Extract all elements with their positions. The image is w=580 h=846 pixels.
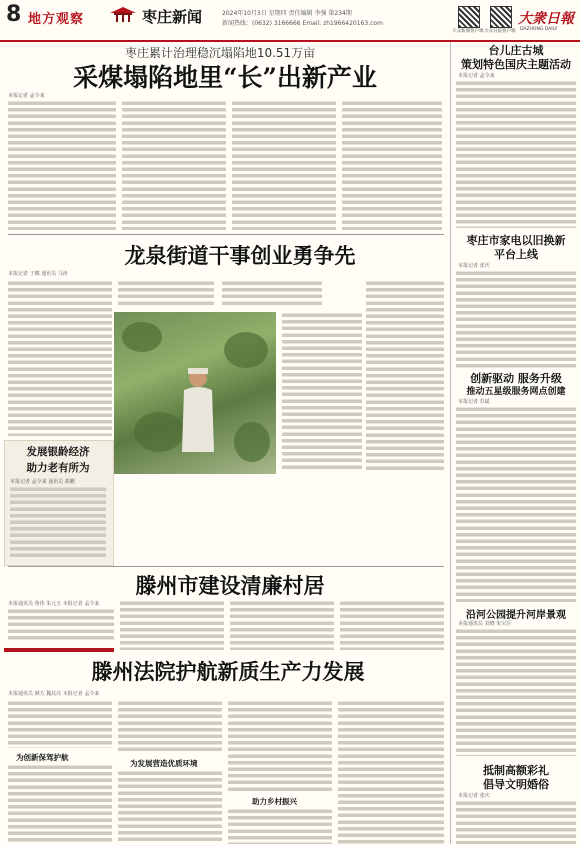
text-column — [120, 600, 224, 650]
story4-headline: 滕州法院护航新质生产力发展 — [91, 659, 365, 684]
logo-subtitle: DAZHONG DAILY — [520, 27, 558, 32]
text-column — [118, 770, 222, 844]
subhead: 为发展营造优质环境 — [130, 759, 198, 768]
accent-bar — [4, 648, 114, 652]
r3-byline: 本报记者 苏斌 — [458, 399, 490, 405]
text-column — [342, 100, 442, 230]
pavilion-icon — [108, 6, 138, 22]
r1-headline: 台儿庄古城 — [488, 44, 544, 57]
text-column — [338, 700, 444, 844]
story4-byline: 本报通讯员 颜方 魏其亮 本报记者 孟令来 — [8, 691, 100, 697]
lead-kicker: 枣庄累计治理稳沉塌陷地10.51万亩 — [124, 46, 316, 60]
news-photo — [114, 312, 276, 474]
r2-headline: 枣庄市家电以旧换新 — [466, 234, 566, 247]
story3-byline: 本报通讯员 鲁伟 朱元玉 本报记者 孟令来 — [8, 601, 100, 607]
lead-byline: 本报记者 孟令来 — [8, 93, 45, 99]
text-column — [8, 700, 112, 748]
section-label: 地方观察 — [28, 12, 85, 27]
farmer-figure-icon — [176, 364, 220, 454]
text-column — [282, 312, 362, 472]
page-header — [0, 0, 580, 42]
text-column — [122, 100, 226, 230]
story2-headline: 龙泉街道干事创业勇争先 — [124, 243, 356, 268]
r5-headline: 抵制高额彩礼 — [483, 764, 549, 777]
r2-headline-2: 平台上线 — [494, 248, 538, 261]
contact-meta: 新闻热线：(0632) 3166666 Email: zh1966420163.com — [222, 20, 383, 27]
qr-label: 大众新闻客户端 — [452, 29, 484, 34]
page-number: 8 — [6, 2, 22, 27]
text-column — [222, 280, 322, 308]
r2-byline: 本报记者 张庆 — [458, 263, 490, 269]
column-divider — [450, 42, 451, 844]
qr-label: 大众日报客户端 — [484, 29, 516, 34]
box-headline-line1: 发展银龄经济 — [26, 446, 90, 458]
r1-headline-2: 策划特色国庆主题活动 — [461, 58, 571, 71]
box-headline-line2: 助力老有所为 — [26, 462, 90, 474]
subhead: 为创新保驾护航 — [16, 753, 69, 762]
text-column — [10, 486, 106, 560]
lead-headline: 采煤塌陷地里“长”出新产业 — [73, 63, 377, 92]
story3-headline: 滕州市建设清廉村居 — [135, 573, 325, 598]
qr-code-icon — [490, 6, 512, 28]
text-column — [8, 280, 112, 436]
text-column — [118, 280, 214, 308]
qr-code-icon — [458, 6, 480, 28]
text-column — [118, 700, 222, 754]
text-column — [456, 628, 576, 756]
text-column — [228, 700, 332, 792]
text-column — [230, 600, 334, 650]
text-column — [456, 80, 576, 228]
text-column — [366, 280, 444, 472]
text-column — [8, 764, 112, 844]
text-column — [456, 270, 576, 368]
newspaper-logo: 大衆日報 — [518, 11, 574, 27]
subhead: 助力乡村振兴 — [252, 797, 297, 806]
r4-headline: 沿河公园提升河岸景观 — [466, 610, 566, 621]
text-column — [8, 608, 114, 642]
text-column — [232, 100, 336, 230]
text-column — [228, 808, 332, 844]
box-byline: 本报记者 孟令来 通讯员 郭鹏 — [10, 479, 75, 485]
story2-byline: 本报记者 王娜 通讯员 马涛 — [8, 271, 68, 277]
r5-headline-2: 倡导文明婚俗 — [483, 778, 549, 791]
r1-byline: 本报记者 孟令来 — [458, 73, 495, 79]
text-column — [8, 100, 116, 230]
divider — [8, 566, 444, 567]
divider — [8, 234, 444, 235]
r5-byline: 本报记者 张庆 — [458, 793, 490, 799]
text-column — [456, 406, 576, 602]
section-name: 枣庄新闻 — [142, 8, 203, 26]
r4-byline: 本报通讯员 刘晓 朱宝臣 — [458, 621, 512, 627]
r3-headline-2: 推动五星级服务网点创建 — [466, 387, 566, 397]
r3-headline: 创新驱动 服务升级 — [470, 372, 562, 385]
text-column — [340, 600, 444, 650]
text-column — [456, 800, 576, 844]
edition-meta: 2024年10月3日 星期四 责任编辑 李强 第234期 — [222, 10, 352, 17]
